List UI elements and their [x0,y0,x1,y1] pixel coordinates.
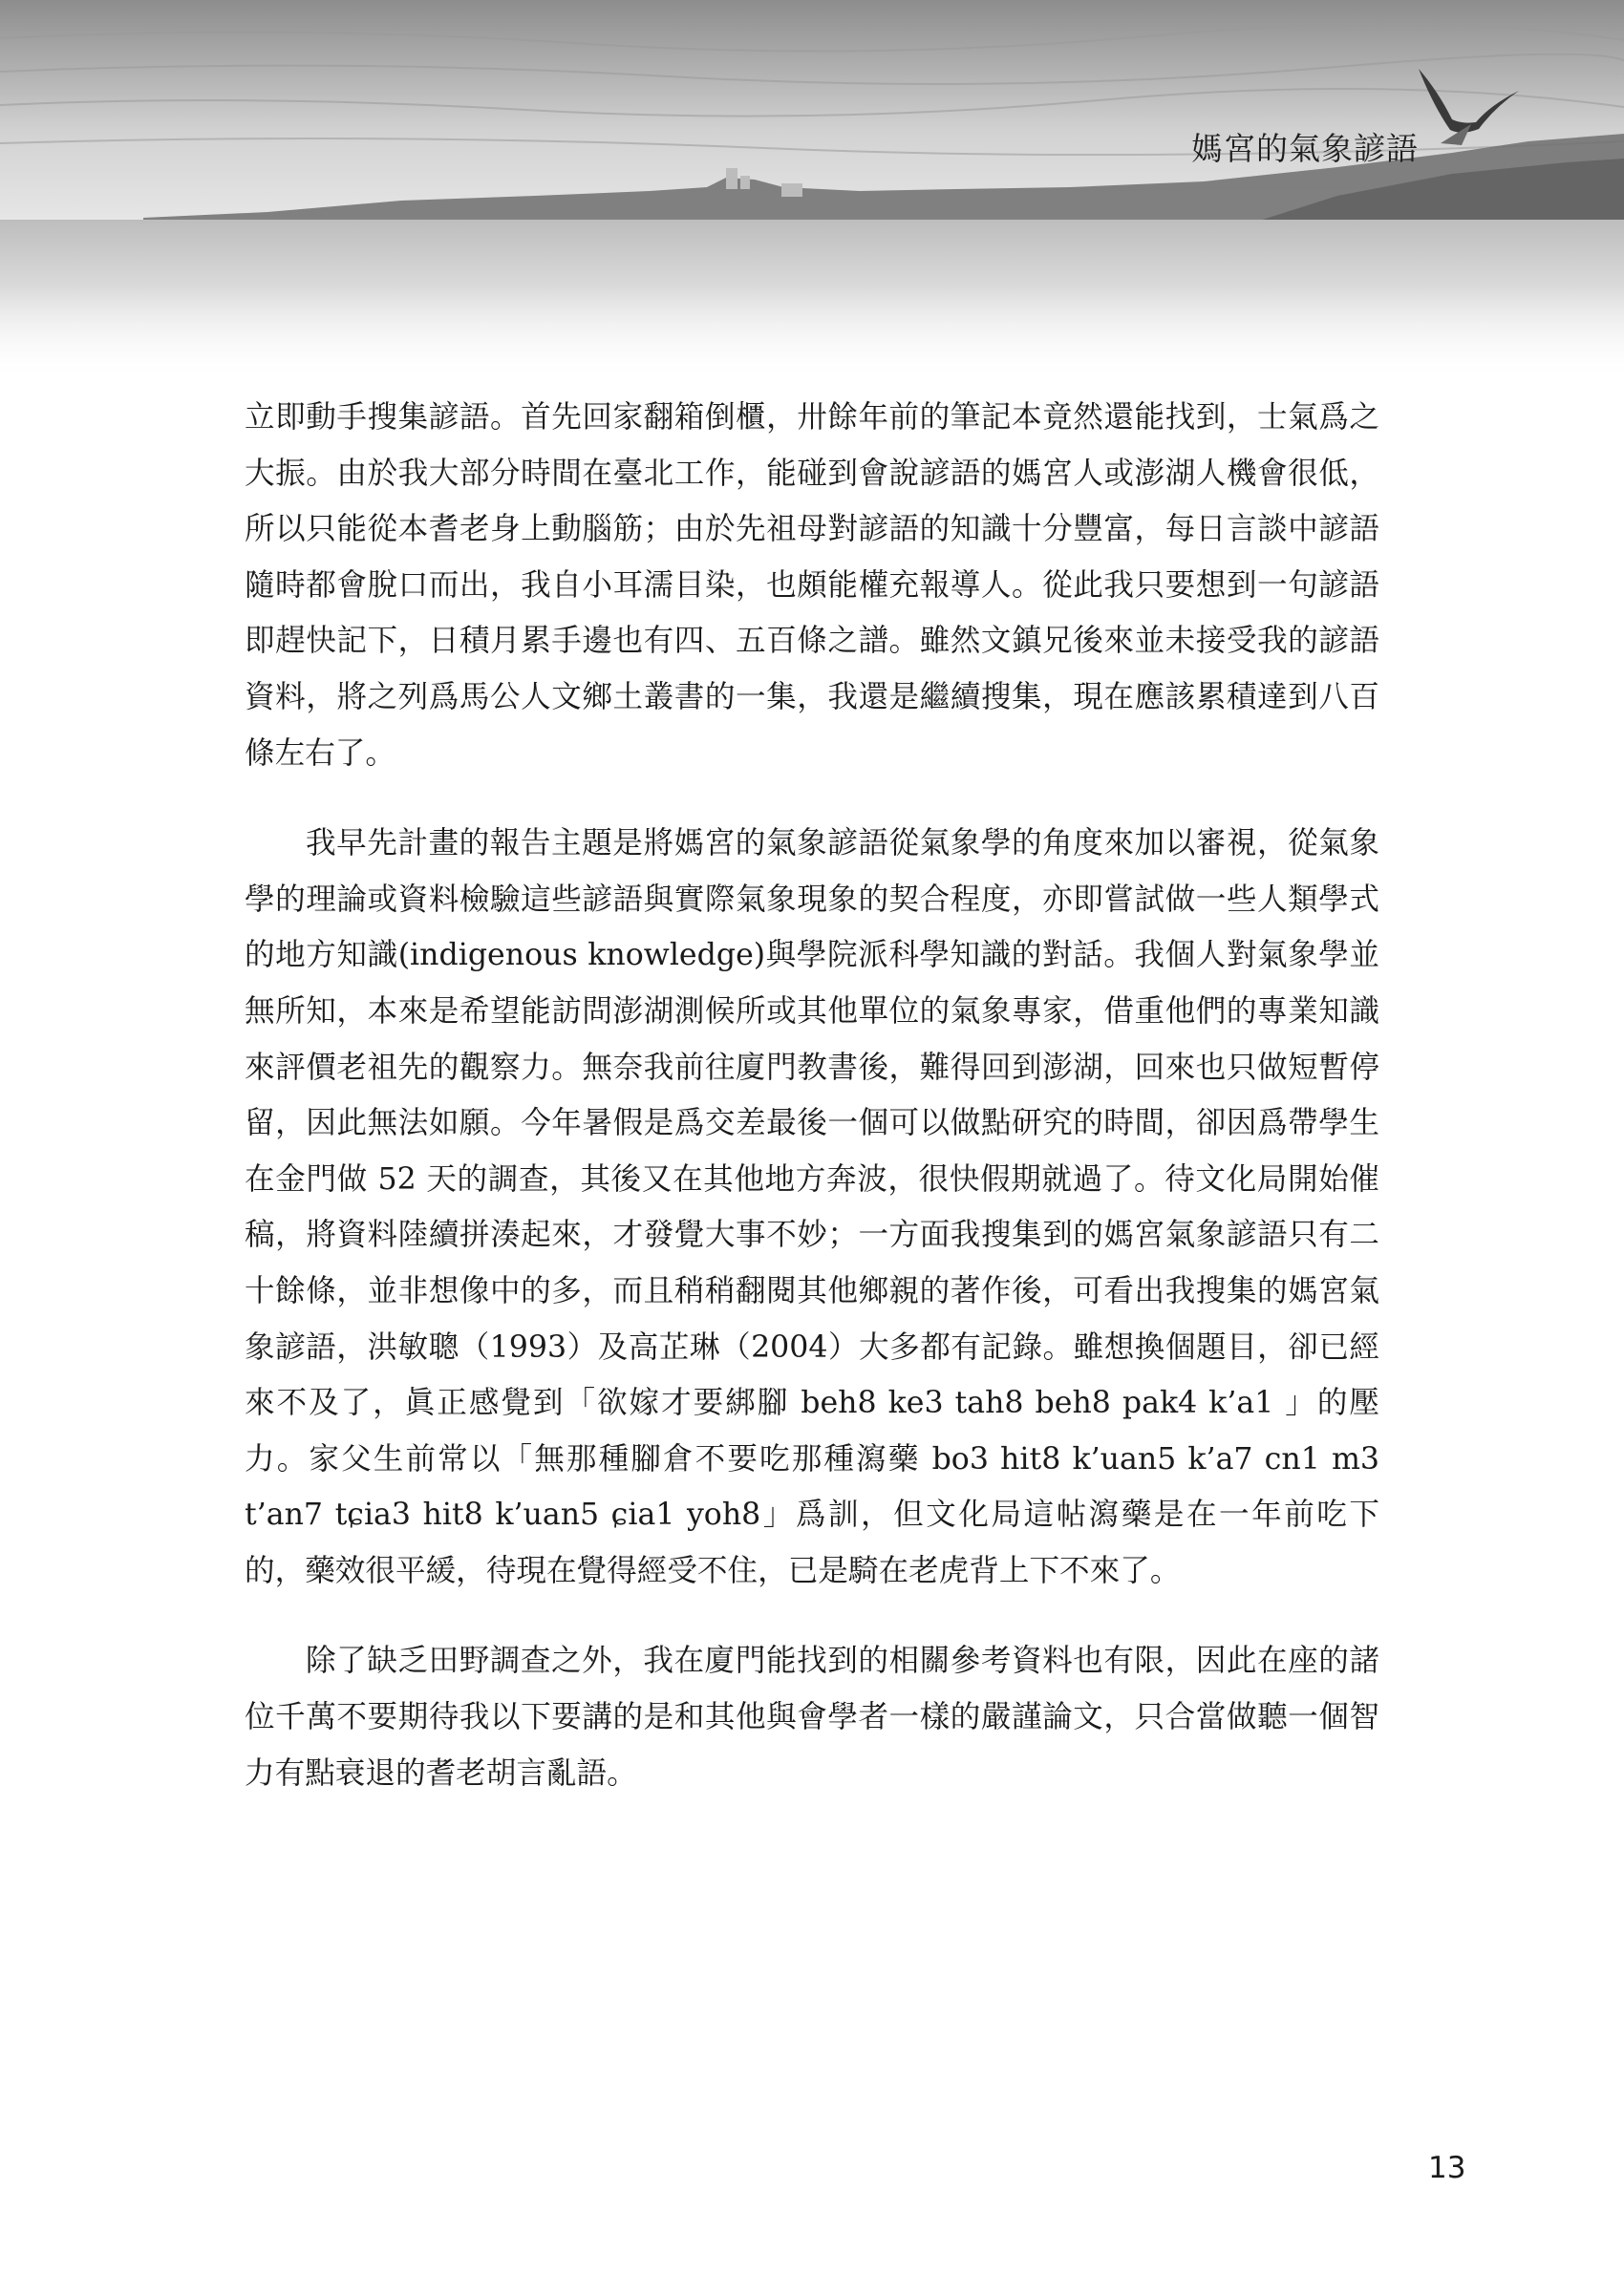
text-body [245,390,1379,1801]
paragraph-3: 除了缺乏田野調查之外，我在廈門能找到的相關參考資料也有限，因此在座的諸位千萬不要期待我以下要講的是和其他與會學者一樣的嚴謹論文，只合當做聽一個智力有點衰退的耆老胡言亂語。 [245,1644,1379,1791]
paragraph-1: 立即動手搜集諺語。首先回家翻箱倒櫃，卅餘年前的筆記本竟然還能找到，士氣爲之大振。由於我大部分時間在臺北工作，能碰到會說諺語的媽宮人或澎湖人機會很低，所以只能從本耆老身上動腦筋；由於先祖母對諺語的知識十分豐富，每日言談中諺語隨時都會脫口而出，我自小耳濡目染，也頗能權充報導人。從此我只要想到一句諺語即趕快記下，日積月累手邊也有四、五百條之譜。雖然文鎮兄後來並未接受我的諺語資料，將之列爲馬公人文鄉土叢書的一集，我還是繼續搜集，現在應該累積達到八百條左右了。 [245,400,1379,771]
header-banner-image [0,0,1624,382]
paragraph-2: 我早先計畫的報告主題是將媽宮的氣象諺語從氣象學的角度來加以審視，從氣象學的理論或資料檢驗這些諺語與實際氣象現象的契合程度，亦即嘗試做一些人類學式的地方知識(indigenous knowledge)與學院派科學知識的對話。我個人對氣象學並無所知，本來是希望能訪問澎湖測候所或其他單位的氣象專家，借重他們的專業知識來評價老祖先的觀察力。無奈我前往廈門教書後，難得回到澎湖，回來也只做短暫停留，因此無法如願。今年暑假是爲交差最後一個可以做點研究的時間，卻因爲帶學生在金門做 52 天的調查，其後又在其他地方奔波，很快假期就過了。待文化局開始催稿，將資料陸續拼湊起來，才發覺大事不妙；一方面我搜集到的媽宮氣象諺語只有二十餘條，並非想像中的多，而且稍稍翻閱其他鄉親的著作後，可看出我搜集的媽宮氣象諺語，洪敏聰（1993）及高芷琳（2004）大多都有記錄。雖想換個題目，卻已經來不及了，眞正感覺到「欲嫁才要綁腳 beh8 ke3 tah8 beh8 pak4 k’a1 」的壓力。家父生前常以「無那種腳倉不要吃那種瀉藥 bo3 hit8 k’uan5 k’a7 cn1 m3 t’an7 tɕia3 hit8 k’uan5 ɕia1 yoh8」爲訓，但文化局這帖瀉藥是在一年前吃下的，藥效很平緩，待現在覺得經受不住，已是騎在老虎背上下不來了。 [245,826,1379,1588]
running-title: 媽宮的氣象諺語 [1191,130,1419,167]
page-number: 13 [1428,2151,1466,2185]
